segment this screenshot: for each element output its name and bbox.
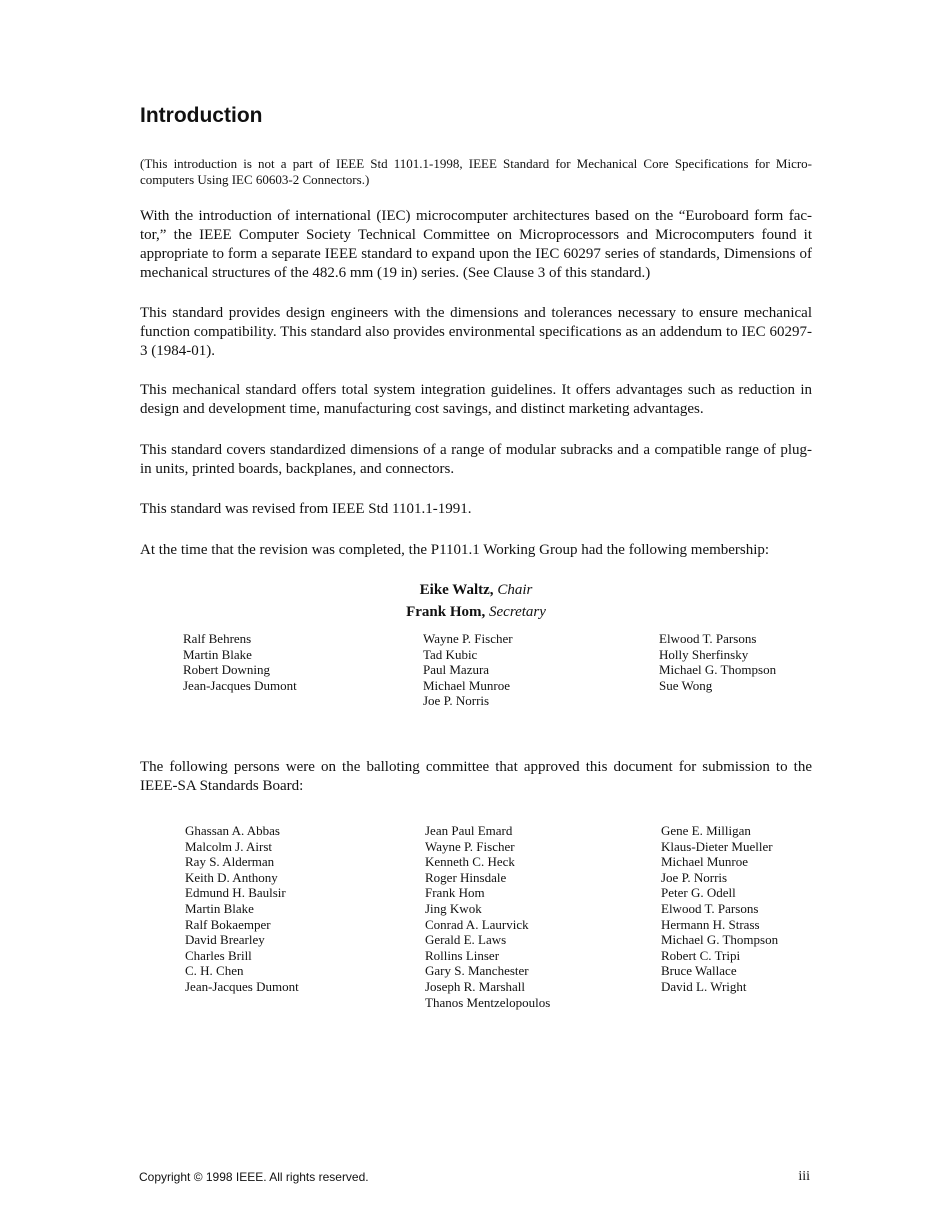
member-name: Joe P. Norris: [423, 693, 490, 708]
member-name: Martin Blake: [183, 646, 252, 662]
member-name: Sue Wong: [659, 677, 713, 693]
paragraph-1: With the introduction of international (IEC) microcomputer architectures based on the “Euroboard form fac-tor,” the IEEE Computer Society Technical Committee on Microprocessors and Microcomputers found it appropriate to form a separate IEEE standard to expand upon the IEC 60297 series of standards, Dimensions of mechanical structures of the 482.6 mm (19 in) series. (See Clause 3 of this standard.): [140, 208, 812, 281]
ballot-column-1: [185, 823, 299, 995]
balloter-name: Peter G. Odell: [661, 885, 736, 901]
balloter-name: Klaus-Dieter Mueller: [661, 838, 773, 854]
balloter-name: Gene E. Milligan: [661, 823, 751, 838]
paragraph-4: This standard covers standardized dimensions of a range of modular subracks and a compatible range of plug-in units, printed boards, backplanes, and connectors.: [140, 442, 812, 477]
member-name: Holly Sherfinsky: [659, 646, 749, 662]
secretary-name: Frank Hom,: [406, 604, 486, 620]
member-name: Elwood T. Parsons: [659, 631, 757, 646]
paragraph-6: At the time that the revision was completed, the P1101.1 Working Group had the following membership:: [140, 542, 770, 558]
balloter-name: Conrad A. Laurvick: [425, 916, 529, 932]
balloter-name: Wayne P. Fischer: [425, 838, 515, 854]
member-name: Paul Mazura: [423, 662, 490, 677]
copyright-notice: Copyright © 1998 IEEE. All rights reserved.: [139, 1170, 369, 1184]
balloter-name: Jing Kwok: [425, 900, 482, 916]
balloter-name: David L. Wright: [661, 978, 747, 994]
member-name: Michael Munroe: [423, 677, 511, 693]
chair-name: Eike Waltz,: [419, 582, 494, 598]
secretary-line: [140, 603, 812, 622]
balloter-name: Martin Blake: [185, 900, 254, 916]
working-group-column-2: [423, 631, 513, 709]
ballot-column-2: [425, 823, 550, 1010]
paragraph-5: This standard was revised from IEEE Std 1101.1-1991.: [140, 501, 472, 517]
member-name: Tad Kubic: [423, 646, 478, 662]
balloter-name: Keith D. Anthony: [185, 869, 278, 885]
balloter-name: Charles Brill: [185, 947, 252, 963]
balloter-name: Robert C. Tripi: [661, 947, 741, 963]
balloter-name: Jean-Jacques Dumont: [185, 978, 299, 994]
page-title: Introduction: [140, 104, 263, 127]
member-name: Wayne P. Fischer: [423, 631, 513, 646]
balloter-name: Jean Paul Emard: [425, 823, 513, 838]
secretary-role: Secretary: [489, 604, 546, 620]
balloter-name: Joe P. Norris: [661, 869, 728, 885]
balloter-name: Rollins Linser: [425, 947, 500, 963]
working-group-column-3: [659, 631, 776, 693]
chair-role: Chair: [497, 582, 533, 598]
ballot-intro: The following persons were on the balloting committee that approved this document for submission to the IEEE-SA Standards Board:: [140, 759, 812, 794]
balloter-name: C. H. Chen: [185, 963, 244, 979]
balloter-name: David Brearley: [185, 932, 265, 948]
paragraph-3: This mechanical standard offers total system integration guidelines. It offers advantages such as reduction in design and development time, manufacturing cost savings, and distinct marketing advantages.: [140, 382, 812, 417]
balloter-name: Malcolm J. Airst: [185, 838, 273, 854]
chair-line: [140, 581, 812, 600]
balloter-name: Elwood T. Parsons: [661, 900, 759, 916]
member-name: Robert Downing: [183, 662, 271, 677]
member-name: Michael G. Thompson: [659, 662, 777, 677]
balloter-name: Kenneth C. Heck: [425, 854, 515, 870]
balloter-name: Hermann H. Strass: [661, 916, 760, 932]
balloter-name: Ray S. Alderman: [185, 854, 275, 870]
balloter-name: Gary S. Manchester: [425, 963, 529, 979]
balloter-name: Ghassan A. Abbas: [185, 823, 280, 838]
balloter-name: Bruce Wallace: [661, 963, 737, 979]
working-group-column-1: [183, 631, 297, 693]
balloter-name: Michael Munroe: [661, 854, 749, 870]
balloter-name: Ralf Bokaemper: [185, 916, 271, 932]
balloter-name: Edmund H. Baulsir: [185, 885, 286, 901]
balloter-name: Joseph R. Marshall: [425, 978, 526, 994]
balloter-name: Roger Hinsdale: [425, 869, 507, 885]
member-name: Jean-Jacques Dumont: [183, 677, 297, 693]
intro-note: (This introduction is not a part of IEEE Std 1101.1-1998, IEEE Standard for Mechanical Core Specifications for Micro-computers Using IEC 60603-2 Connectors.): [140, 156, 812, 187]
paragraph-2: This standard provides design engineers with the dimensions and tolerances necessary to ensure mechanical function compatibility. This standard also provides environmental specifications as an addendum to IEC 60297-3 (1984-01).: [140, 305, 812, 359]
balloter-name: Gerald E. Laws: [425, 932, 507, 948]
page-number: iii: [798, 1169, 810, 1184]
balloter-name: Michael G. Thompson: [661, 932, 779, 948]
balloter-name: Frank Hom: [425, 885, 485, 901]
balloter-name: Thanos Mentzelopoulos: [425, 994, 551, 1010]
member-name: Ralf Behrens: [183, 631, 252, 646]
ballot-column-3: [661, 823, 778, 995]
